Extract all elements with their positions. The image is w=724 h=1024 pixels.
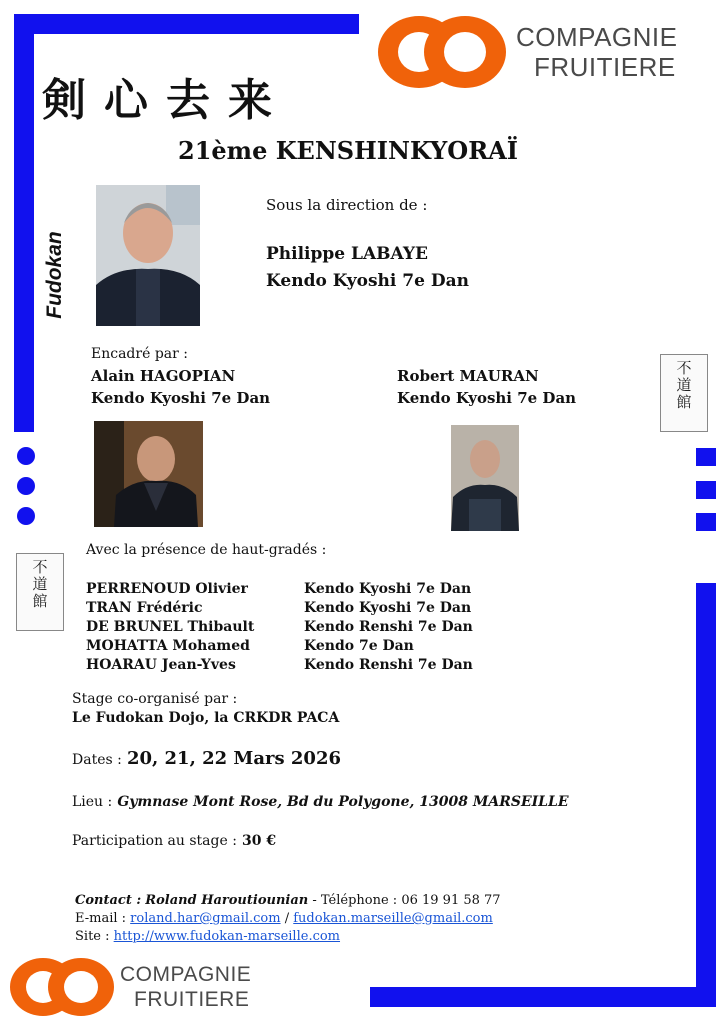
director-grade: Kendo Kyoshi 7e Dan	[266, 271, 469, 291]
frame-bottom-bar	[370, 987, 716, 1007]
haut-grade-grade: Kendo Renshi 7e Dan	[304, 657, 473, 673]
haut-grade-grade: Kendo Renshi 7e Dan	[304, 619, 473, 635]
stage-value: Le Fudokan Dojo, la CRKDR PACA	[72, 710, 340, 726]
vertical-fudokan-label: Fudokan	[43, 231, 66, 319]
logo-ring-hole	[444, 32, 486, 72]
lieu-line	[72, 791, 569, 810]
contact-name: Roland Haroutiounian	[145, 893, 309, 908]
frame-left-bar	[14, 14, 34, 432]
haut-grade-name: HOARAU Jean-Yves	[86, 657, 236, 673]
logo-line2: FRUITIERE	[134, 988, 250, 1011]
dates-value: 20, 21, 22 Mars 2026	[126, 748, 341, 769]
email-link-1[interactable]: roland.har@gmail.com	[130, 911, 281, 926]
portrait-illustration	[96, 185, 200, 326]
left-dot	[17, 507, 35, 525]
lieu-value: Gymnase Mont Rose, Bd du Polygone, 13008 MARSEILLE	[117, 794, 569, 810]
logo-line1: COMPAGNIE	[120, 963, 252, 986]
participation-value: 30 €	[242, 833, 277, 849]
email-label: E-mail :	[75, 911, 127, 926]
stamp-text: 不道館	[676, 359, 692, 411]
frame-right-bar	[696, 583, 716, 1007]
frame-top-left-bar	[14, 14, 359, 34]
encadre-name-1: Alain HAGOPIAN	[91, 367, 236, 385]
direction-intro: Sous la direction de :	[266, 196, 428, 214]
right-square	[696, 481, 716, 499]
participation-label: Participation au stage :	[72, 833, 237, 849]
encadre-grade-2: Kendo Kyoshi 7e Dan	[397, 389, 577, 407]
participation-line	[72, 830, 276, 849]
compagnie-fruitiere-logo-bottom	[10, 958, 290, 1020]
site-line	[75, 929, 340, 944]
email-line	[75, 911, 493, 926]
stamp-text: 不道館	[32, 558, 48, 610]
director-name: Philippe LABAYE	[266, 244, 428, 264]
logo-line1: COMPAGNIE	[516, 22, 678, 52]
contact-label: Contact :	[75, 893, 142, 908]
haut-grade-name: TRAN Frédéric	[86, 600, 203, 616]
photo-philippe-labaye	[96, 185, 200, 326]
encadre-grade-1: Kendo Kyoshi 7e Dan	[91, 389, 271, 407]
haut-grade-grade: Kendo Kyoshi 7e Dan	[304, 600, 472, 616]
stage-label: Stage co-organisé par :	[72, 691, 238, 707]
photo-alain-hagopian	[94, 421, 203, 527]
haut-grade-name: DE BRUNEL Thibault	[86, 619, 255, 635]
encadre-name-2: Robert MAURAN	[397, 367, 539, 385]
portrait-illustration	[94, 421, 203, 527]
contact-line	[75, 893, 501, 908]
haut-grade-grade: Kendo Kyoshi 7e Dan	[304, 581, 472, 597]
compagnie-fruitiere-logo	[378, 16, 708, 96]
photo-robert-mauran	[451, 425, 519, 531]
right-square	[696, 448, 716, 466]
lieu-label: Lieu :	[72, 794, 113, 810]
contact-phone: - Téléphone : 06 19 91 58 77	[312, 893, 501, 908]
event-title: 21ème KENSHINKYORAÏ	[178, 136, 518, 165]
email-separator: /	[284, 911, 290, 926]
dates-label: Dates :	[72, 752, 122, 768]
haut-grade-grade: Kendo 7e Dan	[304, 638, 414, 654]
site-link[interactable]: http://www.fudokan-marseille.com	[113, 929, 341, 944]
fudokan-stamp	[16, 553, 64, 631]
dates-line	[72, 748, 341, 769]
haut-grade-name: PERRENOUD Olivier	[86, 581, 248, 597]
left-dot	[17, 477, 35, 495]
haut-grade-name: MOHATTA Mohamed	[86, 638, 250, 654]
site-label: Site :	[75, 929, 110, 944]
encadre-label: Encadré par :	[91, 346, 188, 362]
logo-ring-hole	[64, 971, 98, 1003]
haut-grades-label: Avec la présence de haut-gradés :	[86, 542, 327, 558]
portrait-illustration	[451, 425, 519, 531]
email-link-2[interactable]: fudokan.marseille@gmail.com	[293, 911, 493, 926]
kanji-title: 剣心去来	[42, 75, 290, 126]
right-square	[696, 513, 716, 531]
fudokan-stamp	[660, 354, 708, 432]
left-dot	[17, 447, 35, 465]
logo-line2: FRUITIERE	[534, 52, 676, 82]
